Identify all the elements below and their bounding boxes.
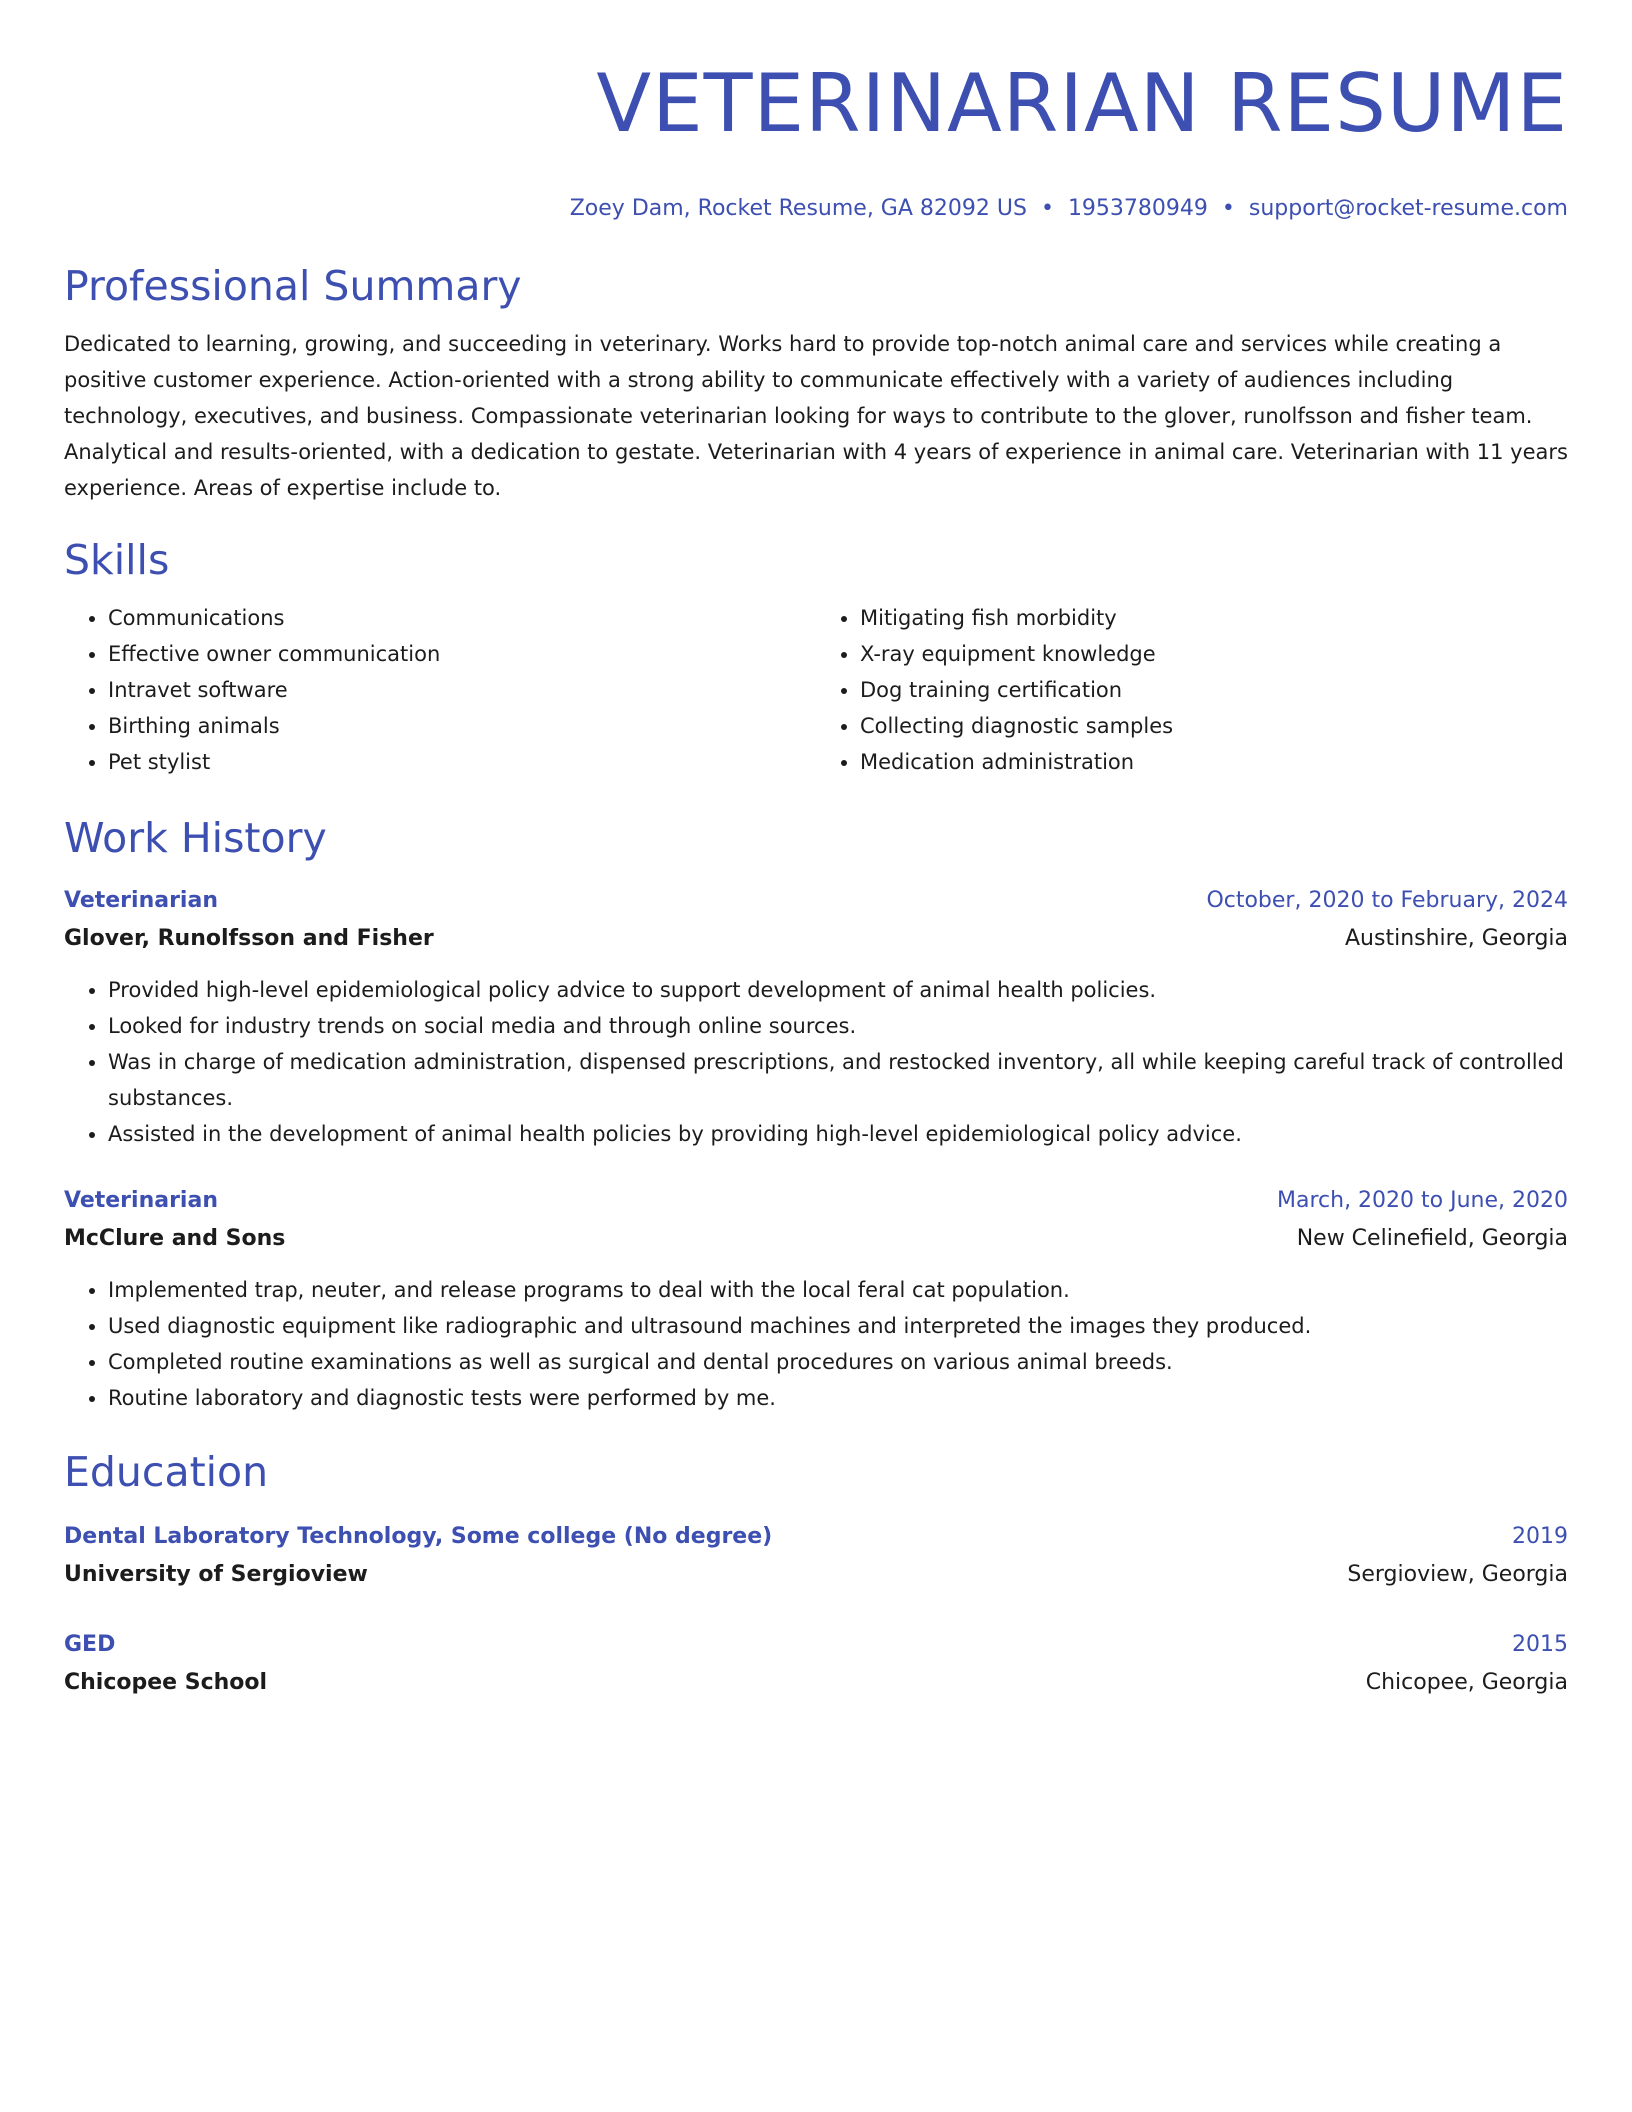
job-bullets xyxy=(64,1272,1568,1416)
skill-item: • Intravet software xyxy=(108,672,816,708)
skills-list xyxy=(64,600,1568,780)
job-bullet: • Assisted in the development of animal health policies by providing high-level epidemiological policy advice. xyxy=(108,1116,1568,1152)
education-year: 2015 xyxy=(1512,1632,1568,1657)
skills-heading: Skills xyxy=(64,536,170,584)
work-history-heading: Work History xyxy=(64,814,327,862)
skill-item: • Mitigating fish morbidity xyxy=(860,600,1568,636)
job-bullet: • Implemented trap, neuter, and release programs to deal with the local feral cat population. xyxy=(108,1272,1568,1308)
education-year: 2019 xyxy=(1512,1524,1568,1549)
skill-item: • Pet stylist xyxy=(108,744,816,780)
skill-item: • Dog training certification xyxy=(860,672,1568,708)
job-bullet: • Routine laboratory and diagnostic tests were performed by me. xyxy=(108,1380,1568,1416)
job-location: New Celinefield, Georgia xyxy=(1296,1226,1568,1251)
job-dates: March, 2020 to June, 2020 xyxy=(1277,1188,1568,1213)
job-location: Austinshire, Georgia xyxy=(1345,926,1568,951)
skills-column-left xyxy=(64,600,816,780)
skills-column-right xyxy=(816,600,1568,780)
education-entry xyxy=(64,1626,1568,1702)
education-school: University of Sergioview xyxy=(64,1562,368,1587)
job-bullet: • Provided high-level epidemiological policy advice to support development of animal health policies. xyxy=(108,972,1568,1008)
education-degree: GED xyxy=(64,1632,116,1657)
contact-line xyxy=(64,194,1568,224)
education-school-row xyxy=(64,1556,1568,1594)
education-location: Sergioview, Georgia xyxy=(1347,1562,1568,1587)
job-entry xyxy=(64,1182,1568,1416)
job-dates: October, 2020 to February, 2024 xyxy=(1206,888,1568,913)
job-bullets xyxy=(64,972,1568,1152)
summary-text: Dedicated to learning, growing, and succeeding in veterinary. Works hard to provide top-notch animal care and services while creating a positive customer experience. Action-oriented with a strong ability to communicate effectively with a variety of audiences including technology, executives, and business. Compassionate veterinarian looking for ways to contribute to the glover, runolfsson and fisher team. Analytical and results-oriented, with a dedication to gestate. Veterinarian with 4 years of experience in animal care. Veterinarian with 11 years experience. Areas of expertise include to. xyxy=(64,332,1568,500)
job-company: Glover, Runolfsson and Fisher xyxy=(64,926,434,951)
skill-item: • Collecting diagnostic samples xyxy=(860,708,1568,744)
job-title: Veterinarian xyxy=(64,1188,218,1213)
job-title: Veterinarian xyxy=(64,888,218,913)
bullet-separator: • xyxy=(1040,196,1054,221)
education-location: Chicopee, Georgia xyxy=(1365,1670,1568,1695)
skill-item: • Birthing animals xyxy=(108,708,816,744)
education-degree-row xyxy=(64,1518,1568,1556)
education-heading: Education xyxy=(64,1448,269,1496)
job-bullet: • Completed routine examinations as well as surgical and dental procedures on various animal breeds. xyxy=(108,1344,1568,1380)
job-company-row xyxy=(64,920,1568,958)
resume-header xyxy=(64,56,1568,224)
skill-item: • Communications xyxy=(108,600,816,636)
contact-email: support@rocket-resume.com xyxy=(1248,196,1568,221)
education-school-row xyxy=(64,1664,1568,1702)
education-entry xyxy=(64,1518,1568,1594)
summary-heading: Professional Summary xyxy=(64,262,522,310)
resume-title: VETERINARIAN RESUME xyxy=(596,57,1568,150)
skill-item: • X-ray equipment knowledge xyxy=(860,636,1568,672)
job-bullet: • Used diagnostic equipment like radiographic and ultrasound machines and interpreted the images they produced. xyxy=(108,1308,1568,1344)
skill-item: • Medication administration xyxy=(860,744,1568,780)
education-school: Chicopee School xyxy=(64,1670,268,1695)
job-title-row xyxy=(64,1182,1568,1220)
job-entry xyxy=(64,882,1568,1152)
contact-phone: 1953780949 xyxy=(1067,196,1208,221)
skill-item: • Effective owner communication xyxy=(108,636,816,672)
education-degree-row xyxy=(64,1626,1568,1664)
education-degree: Dental Laboratory Technology, Some college (No degree) xyxy=(64,1524,773,1549)
job-bullet: • Looked for industry trends on social media and through online sources. xyxy=(108,1008,1568,1044)
job-title-row xyxy=(64,882,1568,920)
bullet-separator: • xyxy=(1221,196,1235,221)
job-company-row xyxy=(64,1220,1568,1258)
contact-address: Zoey Dam, Rocket Resume, GA 82092 US xyxy=(569,196,1027,221)
job-bullet: • Was in charge of medication administration, dispensed prescriptions, and restocked inventory, all while keeping careful track of controlled substances. xyxy=(108,1044,1568,1116)
job-company: McClure and Sons xyxy=(64,1226,286,1251)
